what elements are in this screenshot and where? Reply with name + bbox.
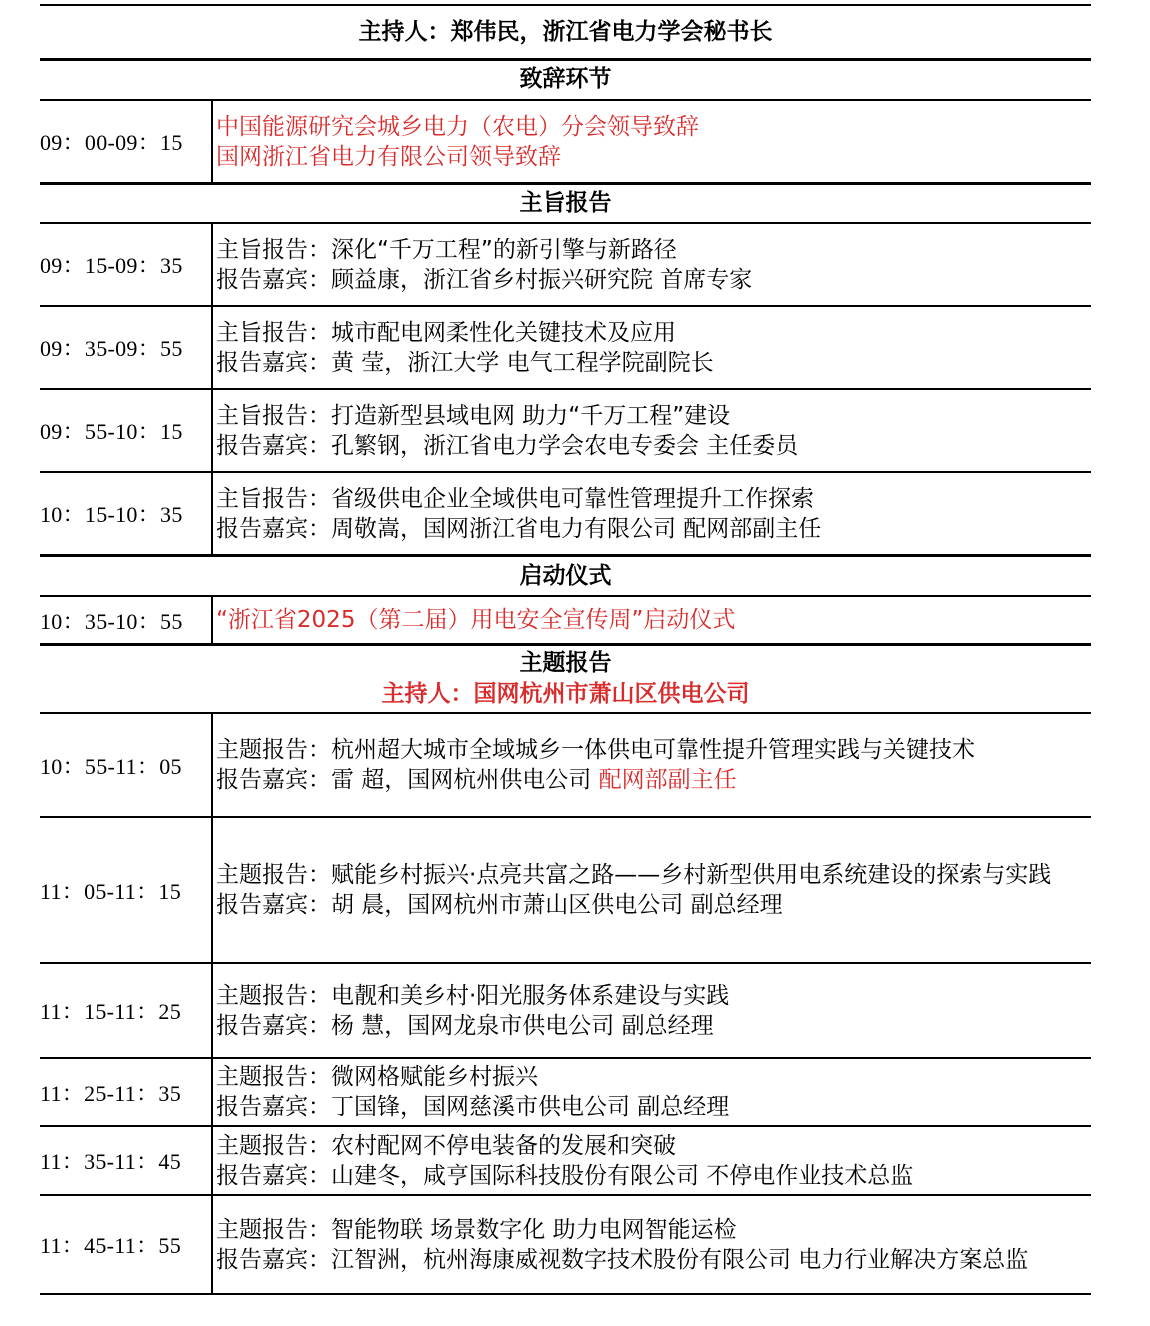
- report-guest: [216, 765, 1088, 795]
- column-divider: [211, 597, 213, 643]
- section-title-theme: 主题报告: [519, 650, 612, 676]
- theme-host: 主持人：国网杭州市萧山区供电公司: [381, 681, 750, 707]
- rule: [40, 4, 1091, 6]
- time-cell: 10：35-10：55: [40, 608, 183, 634]
- report-topic: 主旨报告：城市配电网柔性化关键技术及应用: [216, 319, 676, 346]
- theme-row: [216, 1059, 1088, 1125]
- report-topic: 主题报告：智能物联 场景数字化 助力电网智能运检: [216, 1216, 737, 1243]
- rule: [40, 182, 1091, 185]
- theme-row: [216, 1127, 1088, 1194]
- report-topic: 主旨报告：打造新型县域电网 助力“千万工程”建设: [216, 402, 731, 429]
- rule: [40, 554, 1091, 557]
- time-cell: 11：45-11：55: [40, 1233, 181, 1258]
- time-cell: 11：05-11：15: [40, 878, 181, 904]
- time-cell: 09：55-10：15: [40, 419, 183, 444]
- report-topic: 主题报告：赋能乡村振兴·点亮共富之路——乡村新型供用电系统建设的探索与实践: [216, 862, 1052, 888]
- report-guest: 报告嘉宾：江智洲，杭州海康威视数字技术股份有限公司 电力行业解决方案总监: [216, 1246, 1029, 1273]
- report-guest: 报告嘉宾：黄 莹，浙江大学 电气工程学院副院长: [216, 349, 714, 376]
- report-guest: 报告嘉宾：杨 慧，国网龙泉市供电公司 副总经理: [216, 1012, 714, 1039]
- report-topic: 主题报告：微网格赋能乡村振兴: [216, 1064, 538, 1090]
- ceremony-line: “浙江省2025（第二届）用电安全宣传周”启动仪式: [216, 607, 736, 633]
- report-topic: 主题报告：杭州超大城市全域城乡一体供电可靠性提升管理实践与关键技术: [216, 737, 975, 763]
- report-topic: 主旨报告：省级供电企业全域供电可靠性管理提升工作探索: [216, 485, 814, 512]
- guest-title-highlight: 配网部副主任: [598, 767, 737, 793]
- column-divider: [211, 101, 213, 182]
- report-guest: 报告嘉宾：顾益康，浙江省乡村振兴研究院 首席专家: [216, 266, 753, 293]
- speech-line: 中国能源研究会城乡电力（农电）分会领导致辞: [216, 113, 699, 140]
- theme-row: [216, 714, 1088, 816]
- time-cell: 11：15-11：25: [40, 999, 181, 1024]
- time-cell: 11：25-11：35: [40, 1080, 181, 1106]
- time-cell: 10：15-10：35: [40, 502, 183, 527]
- section-title-opening: 致辞环节: [519, 66, 612, 92]
- rule: [40, 58, 1091, 61]
- time-cell: 10：55-11：05: [40, 753, 182, 779]
- launch-content: [216, 597, 1088, 643]
- opening-content: [216, 101, 1088, 182]
- keynote-row: [216, 224, 1088, 305]
- rule: [40, 643, 1091, 646]
- report-guest: 报告嘉宾：丁国锋，国网慈溪市供电公司 副总经理: [216, 1094, 730, 1120]
- time-cell: 09：35-09：55: [40, 336, 183, 361]
- guest-name: 报告嘉宾：雷 超，国网杭州供电公司: [216, 767, 599, 793]
- report-topic: 主题报告：电靓和美乡村·阳光服务体系建设与实践: [216, 982, 730, 1009]
- report-guest: 报告嘉宾：山建冬，咸亨国际科技股份有限公司 不停电作业技术总监: [216, 1162, 914, 1189]
- report-guest: 报告嘉宾：孔繁钢，浙江省电力学会农电专委会 主任委员: [216, 432, 799, 459]
- keynote-row: [216, 390, 1088, 471]
- theme-row: [216, 964, 1088, 1057]
- keynote-row: [216, 307, 1088, 388]
- time-cell: 09：00-09：15: [40, 130, 183, 155]
- keynote-row: [216, 473, 1088, 554]
- time-cell: 11：35-11：45: [40, 1149, 181, 1174]
- speech-line: 国网浙江省电力有限公司领导致辞: [216, 143, 561, 170]
- report-guest: 报告嘉宾：胡 晨，国网杭州市萧山区供电公司 副总经理: [216, 892, 783, 918]
- column-divider: [211, 224, 213, 554]
- section-title-keynote: 主旨报告: [519, 190, 612, 216]
- report-topic: 主旨报告：深化“千万工程”的新引擎与新路径: [216, 236, 677, 263]
- rule: [40, 1293, 1091, 1295]
- column-divider: [211, 714, 213, 1293]
- time-cell: 09：15-09：35: [40, 253, 183, 278]
- section-title-launch: 启动仪式: [519, 563, 612, 589]
- theme-row: [216, 818, 1088, 962]
- host-header: 主持人：郑伟民，浙江省电力学会秘书长: [358, 19, 773, 45]
- report-topic: 主题报告：农村配网不停电装备的发展和突破: [216, 1132, 676, 1159]
- theme-row: [216, 1196, 1088, 1293]
- report-guest: 报告嘉宾：周敬嵩，国网浙江省电力有限公司 配网部副主任: [216, 515, 822, 542]
